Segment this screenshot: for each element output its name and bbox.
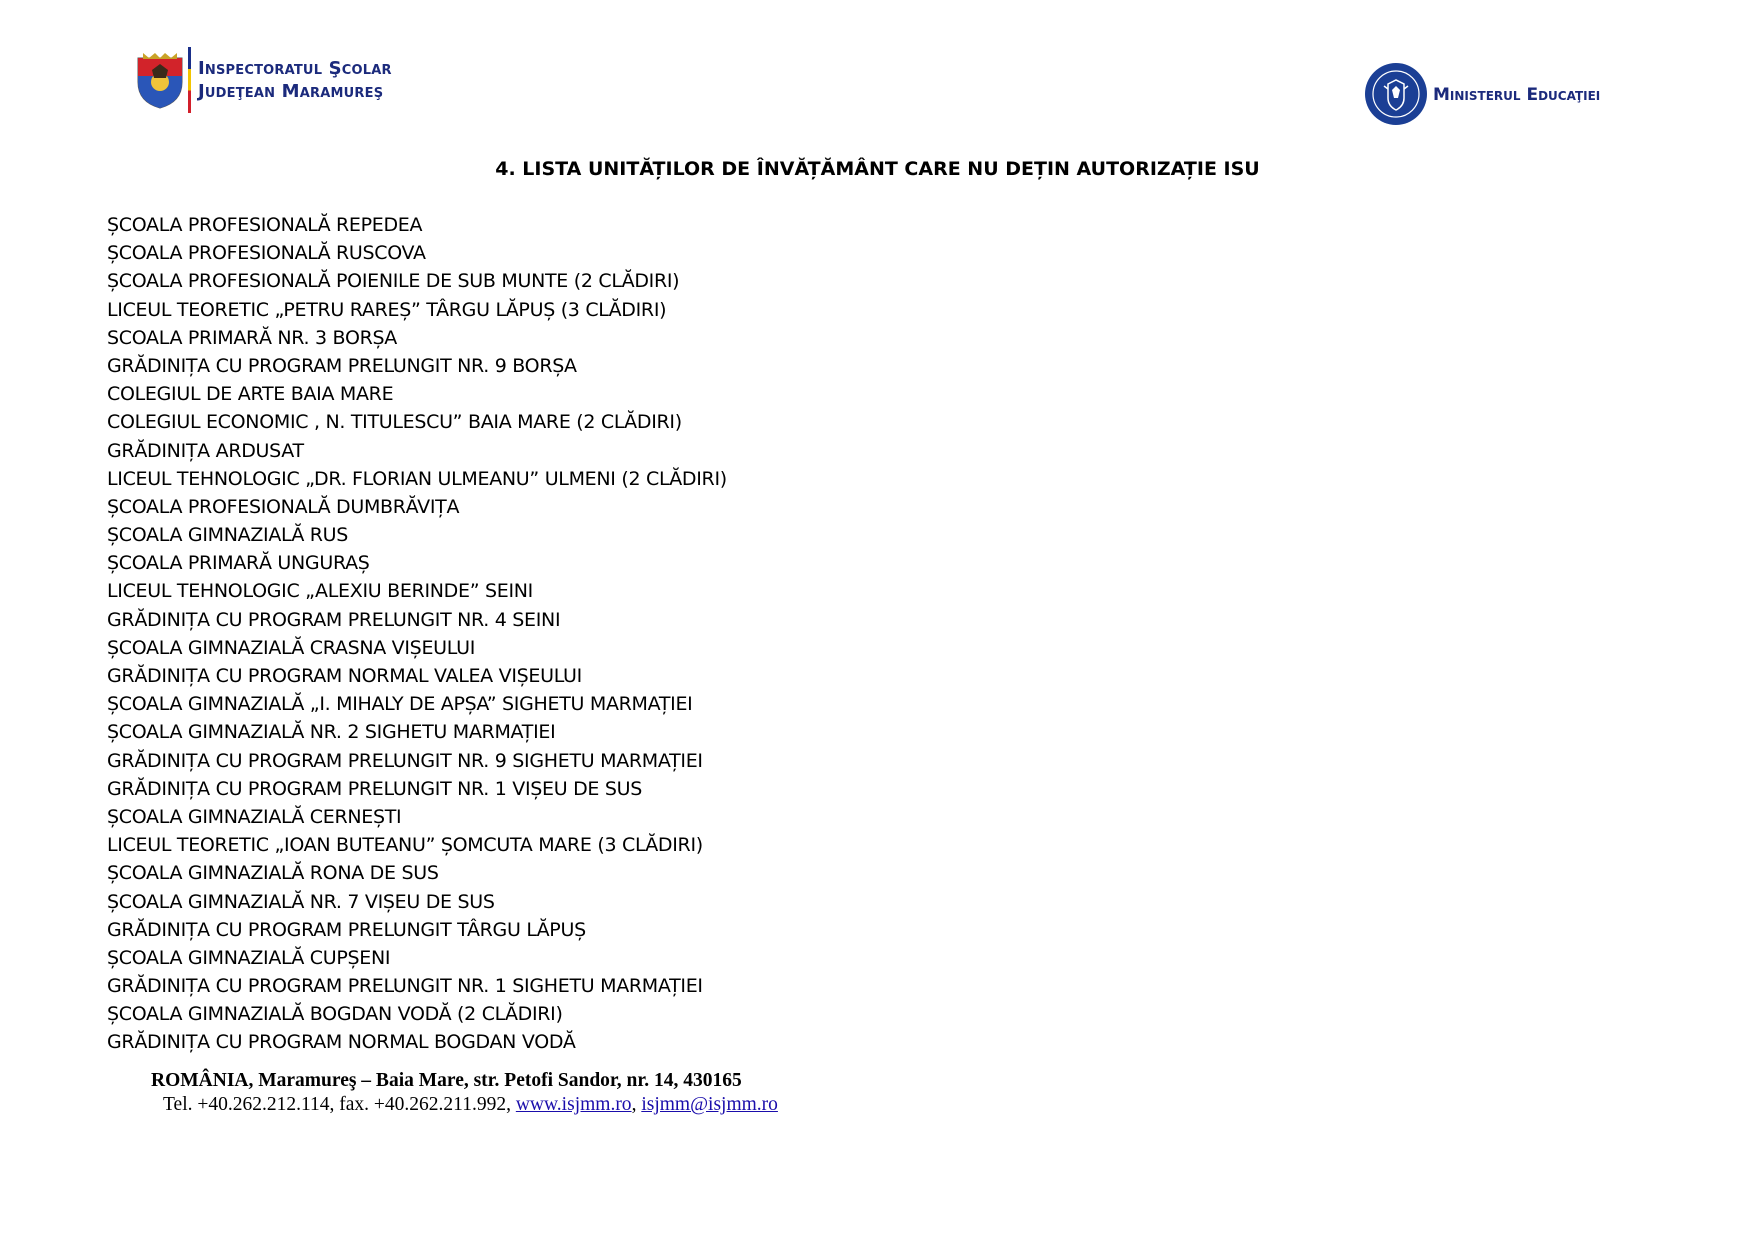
tricolor-divider bbox=[188, 47, 191, 113]
list-item: LICEUL TEHNOLOGIC „ALEXIU BERINDE” SEINI bbox=[107, 580, 533, 603]
document-title: 4. LISTA UNITĂȚILOR DE ÎNVĂȚĂMÂNT CARE NU DEȚIN AUTORIZAȚIE ISU bbox=[495, 158, 1260, 180]
list-item: ȘCOALA GIMNAZIALĂ „I. MIHALY DE APȘA” SIGHETU MARMAȚIEI bbox=[107, 693, 693, 716]
list-item: SCOALA PRIMARĂ NR. 3 BORȘA bbox=[107, 326, 397, 349]
list-item: LICEUL TEORETIC „PETRU RAREȘ” TÂRGU LĂPUȘ (3 CLĂDIRI) bbox=[107, 298, 667, 321]
list-item: ȘCOALA PROFESIONALĂ POIENILE DE SUB MUNTE (2 CLĂDIRI) bbox=[107, 270, 680, 293]
list-item: ȘCOALA GIMNAZIALĂ NR. 2 SIGHETU MARMAȚIEI bbox=[107, 721, 556, 744]
units-list bbox=[107, 211, 727, 1057]
contact-phone-fax: Tel. +40.262.212.114, fax. +40.262.211.992, bbox=[163, 1094, 516, 1115]
list-item: ȘCOALA GIMNAZIALĂ BOGDAN VODĂ (2 CLĂDIRI) bbox=[107, 1003, 563, 1026]
list-item: GRĂDINIȚA CU PROGRAM NORMAL BOGDAN VODĂ bbox=[107, 1031, 576, 1054]
list-item: ȘCOALA PRIMARĂ UNGURAȘ bbox=[107, 552, 370, 575]
list-item: COLEGIUL ECONOMIC , N. TITULESCU” BAIA MARE (2 CLĂDIRI) bbox=[107, 411, 682, 434]
list-item: COLEGIUL DE ARTE BAIA MARE bbox=[107, 383, 394, 406]
list-item: GRĂDINIȚA CU PROGRAM PRELUNGIT NR. 4 SEINI bbox=[107, 608, 561, 631]
list-item: GRĂDINIȚA CU PROGRAM PRELUNGIT NR. 9 BORȘA bbox=[107, 354, 577, 377]
list-item: GRĂDINIȚA ARDUSAT bbox=[107, 439, 304, 462]
isj-name-line1: Inspectoratul Şcolar bbox=[198, 58, 392, 79]
footer-contact bbox=[163, 1094, 778, 1116]
list-item: ȘCOALA GIMNAZIALĂ CRASNA VIȘEULUI bbox=[107, 636, 476, 659]
list-item: GRĂDINIȚA CU PROGRAM PRELUNGIT TÂRGU LĂPUȘ bbox=[107, 918, 586, 941]
ministry-name: Ministerul Educaţiei bbox=[1433, 85, 1601, 105]
list-item: ȘCOALA GIMNAZIALĂ CUPȘENI bbox=[107, 946, 391, 969]
footer-address: ROMÂNIA, Maramureş – Baia Mare, str. Petofi Sandor, nr. 14, 430165 bbox=[151, 1070, 742, 1091]
isj-name-line2: Judeţean Maramureş bbox=[198, 81, 384, 102]
email-link[interactable]: isjmm@isjmm.ro bbox=[641, 1094, 778, 1115]
list-item: ȘCOALA PROFESIONALĂ RUSCOVA bbox=[107, 242, 426, 265]
list-item: GRĂDINIȚA CU PROGRAM NORMAL VALEA VIȘEULUI bbox=[107, 665, 582, 687]
list-item: GRĂDINIȚA CU PROGRAM PRELUNGIT NR. 1 VIȘEU DE SUS bbox=[107, 777, 642, 800]
list-item: ȘCOALA GIMNAZIALĂ RUS bbox=[107, 524, 349, 547]
list-item: LICEUL TEORETIC „IOAN BUTEANU” ȘOMCUTA MARE (3 CLĂDIRI) bbox=[107, 834, 703, 857]
list-item: ȘCOALA GIMNAZIALĂ CERNEȘTI bbox=[107, 805, 402, 828]
list-item: ȘCOALA GIMNAZIALĂ NR. 7 VIȘEU DE SUS bbox=[107, 890, 495, 913]
website-link[interactable]: www.isjmm.ro bbox=[515, 1094, 632, 1115]
list-item: GRĂDINIȚA CU PROGRAM PRELUNGIT NR. 1 SIGHETU MARMAȚIEI bbox=[107, 975, 703, 998]
list-item: ȘCOALA PROFESIONALĂ DUMBRĂVIȚA bbox=[107, 495, 460, 518]
contact-separator: , bbox=[631, 1094, 642, 1115]
list-item: ȘCOALA PROFESIONALĂ REPEDEA bbox=[107, 214, 423, 236]
government-seal-logo bbox=[1364, 62, 1428, 126]
isj-logo-text bbox=[198, 57, 392, 103]
list-item: ȘCOALA GIMNAZIALĂ RONA DE SUS bbox=[107, 862, 439, 885]
list-item: LICEUL TEHNOLOGIC „DR. FLORIAN ULMEANU” ULMENI (2 CLĂDIRI) bbox=[107, 467, 727, 490]
coat-of-arms-logo bbox=[135, 50, 185, 110]
list-item: GRĂDINIȚA CU PROGRAM PRELUNGIT NR. 9 SIGHETU MARMAȚIEI bbox=[107, 749, 703, 772]
